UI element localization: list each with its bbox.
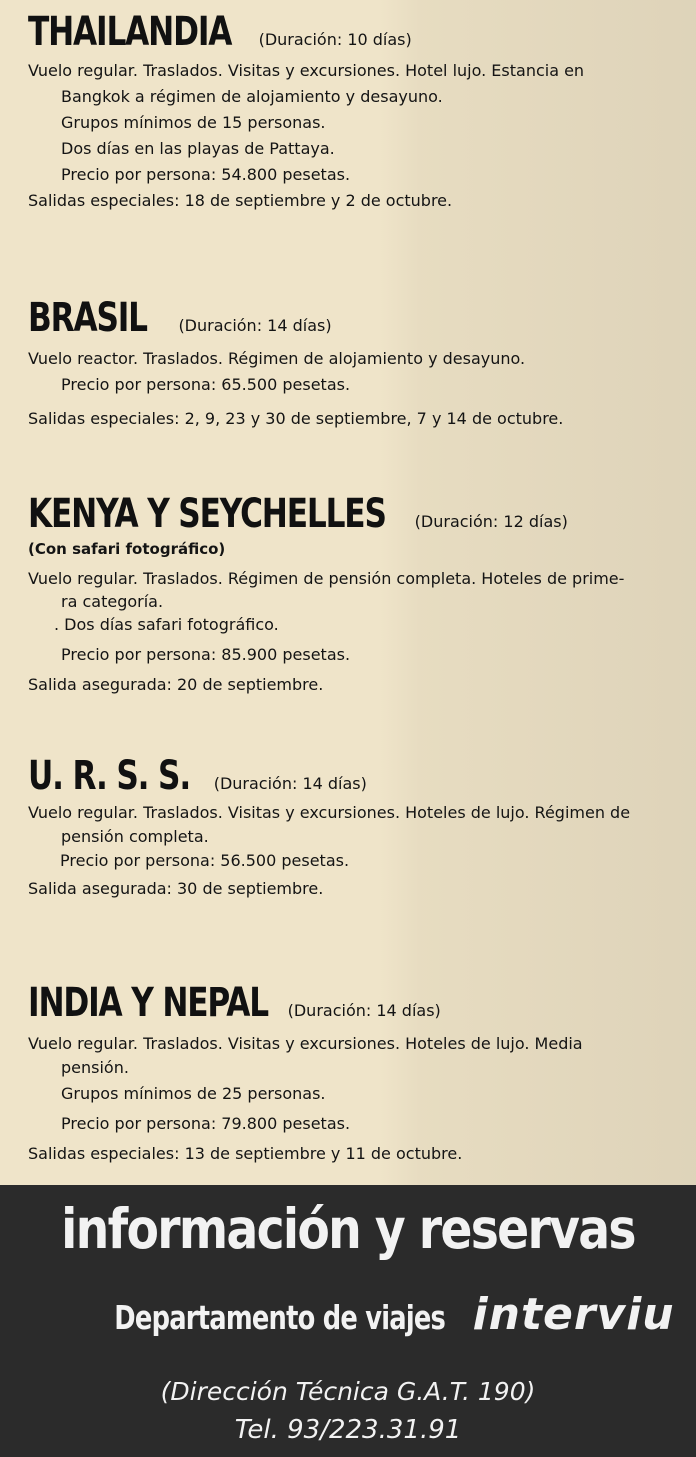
trip-header xyxy=(28,753,686,799)
trip-kenya-seychelles xyxy=(28,491,686,698)
department-label: Departamento de viajes xyxy=(114,1298,446,1337)
departure-line: Salidas especiales: 13 de septiembre y 11 de octubre. xyxy=(28,1144,463,1163)
departure-line: Salidas especiales: 18 de septiembre y 2 de octubre. xyxy=(28,191,453,210)
departure-line: Salida asegurada: 30 de septiembre. xyxy=(28,879,324,898)
detail-line: Grupos mínimos de 15 personas. xyxy=(61,113,326,132)
trip-details xyxy=(28,58,686,214)
price-line: Precio por persona: 65.500 pesetas. xyxy=(61,375,351,394)
info-footer xyxy=(0,1185,696,1457)
detail-line: Vuelo regular. Traslados. Visitas y excursiones. Hoteles de lujo. Régimen de xyxy=(28,803,631,822)
price-line: Precio por persona: 56.500 pesetas. xyxy=(60,851,350,870)
price-line: Precio por persona: 54.800 pesetas. xyxy=(61,165,351,184)
detail-line: Vuelo regular. Traslados. Visitas y excursiones. Hoteles de lujo. Media xyxy=(28,1034,583,1053)
detail-line: Vuelo regular. Traslados. Visitas y excursiones. Hotel lujo. Estancia en xyxy=(28,61,585,80)
trip-india-nepal xyxy=(28,980,686,1167)
trip-details xyxy=(28,346,686,432)
detail-line: Vuelo reactor. Traslados. Régimen de alojamiento y desayuno. xyxy=(28,349,526,368)
country-title: KENYA Y SEYCHELLES xyxy=(28,491,386,537)
trip-header xyxy=(28,295,686,341)
country-title: U. R. S. S. xyxy=(28,753,191,799)
country-title: INDIA Y NEPAL xyxy=(28,980,268,1026)
phone-number: Tel. 93/223.31.91 xyxy=(234,1415,462,1445)
country-title: THAILANDIA xyxy=(28,9,232,55)
trip-brasil xyxy=(28,295,686,432)
footer-headline: información y reservas xyxy=(61,1197,635,1261)
detail-line: ra categoría. xyxy=(61,592,164,611)
duration-label: (Duración: 10 días) xyxy=(258,30,412,49)
trip-details xyxy=(28,800,686,902)
detail-line: Vuelo regular. Traslados. Régimen de pensión completa. Hoteles de prime- xyxy=(28,569,625,588)
price-line: Precio por persona: 85.900 pesetas. xyxy=(61,645,351,664)
departure-line: Salida asegurada: 20 de septiembre. xyxy=(28,675,324,694)
duration-label: (Duración: 12 días) xyxy=(414,512,568,531)
detail-line: Bangkok a régimen de alojamiento y desayuno. xyxy=(61,87,443,106)
price-line: Precio por persona: 79.800 pesetas. xyxy=(61,1114,351,1133)
trip-header xyxy=(28,9,686,55)
footer-department-row xyxy=(0,1289,696,1340)
trip-details xyxy=(28,1031,686,1167)
trip-details xyxy=(28,566,686,698)
duration-label: (Duración: 14 días) xyxy=(287,1001,441,1020)
trip-subtitle: (Con safari fotográfico) xyxy=(28,540,226,558)
trip-header xyxy=(28,980,686,1026)
detail-line: pensión completa. xyxy=(61,827,209,846)
detail-line: pensión. xyxy=(61,1058,129,1077)
trip-header xyxy=(28,491,686,537)
duration-label: (Duración: 14 días) xyxy=(178,316,332,335)
detail-line: Grupos mínimos de 25 personas. xyxy=(61,1084,326,1103)
detail-line: . Dos días safari fotográfico. xyxy=(54,615,279,634)
trip-thailandia xyxy=(28,9,686,214)
technical-direction: (Dirección Técnica G.A.T. 190) xyxy=(160,1377,536,1406)
detail-line: Dos días en las playas de Pattaya. xyxy=(61,139,335,158)
duration-label: (Duración: 14 días) xyxy=(213,774,367,793)
brand-logo: interviu xyxy=(472,1289,675,1340)
country-title: BRASIL xyxy=(28,295,147,341)
trip-urss xyxy=(28,753,686,902)
departure-line: Salidas especiales: 2, 9, 23 y 30 de septiembre, 7 y 14 de octubre. xyxy=(28,409,564,428)
